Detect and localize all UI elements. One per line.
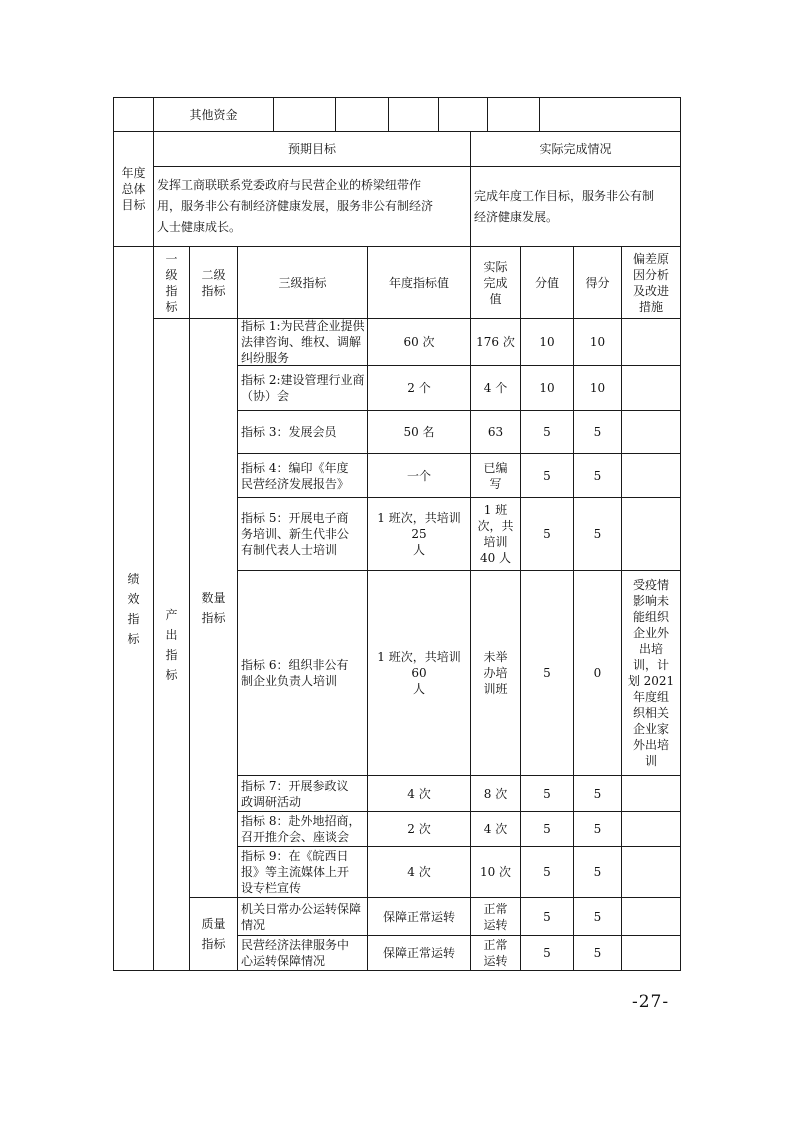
score-value-cell: 5 bbox=[543, 865, 551, 879]
score-cell: 0 bbox=[593, 666, 602, 680]
annual-target-cell: 1 班次，共培训 25 人 bbox=[377, 511, 461, 557]
score-cell: 5 bbox=[593, 909, 602, 924]
deviation-analysis-cell bbox=[622, 411, 680, 453]
deviation-analysis-cell bbox=[622, 776, 680, 811]
table-border bbox=[438, 97, 439, 132]
score-value-cell: 5 bbox=[543, 666, 551, 680]
actual-value-cell: 正常 运转 bbox=[483, 901, 508, 932]
level3-indicator-cell: 指标 7：开展参政议 政调研活动 bbox=[241, 778, 349, 809]
annual-target-cell: 2 次 bbox=[407, 822, 431, 836]
score-cell: 5 bbox=[593, 425, 602, 439]
page-number: -27- bbox=[632, 992, 670, 1012]
table-border bbox=[113, 970, 681, 971]
deviation-analysis-cell bbox=[622, 847, 680, 897]
annual-target-cell: 保障正常运转 bbox=[382, 909, 455, 924]
annual-target-cell: 2 个 bbox=[407, 381, 431, 395]
actual-completion-header: 实际完成情况 bbox=[539, 142, 612, 156]
expected-goal-header: 预期目标 bbox=[287, 142, 336, 156]
level3-indicator-cell: 民营经济法律服务中 心运转保障情况 bbox=[241, 938, 350, 968]
deviation-analysis-cell bbox=[622, 366, 680, 410]
annual-target-cell: 一个 bbox=[406, 468, 431, 483]
table-border bbox=[273, 97, 274, 132]
actual-value-cell: 正常 运转 bbox=[483, 938, 508, 968]
actual-value-cell: 63 bbox=[487, 425, 504, 439]
score-cell: 5 bbox=[593, 468, 602, 483]
table-border bbox=[680, 97, 681, 971]
table-border bbox=[539, 97, 540, 132]
annual-target-cell: 4 次 bbox=[407, 865, 431, 879]
deviation-analysis-cell bbox=[622, 319, 680, 365]
score-cell: 5 bbox=[593, 786, 602, 801]
score-value-cell: 5 bbox=[543, 786, 551, 801]
score-value-header: 分值 bbox=[534, 275, 559, 290]
annual-target-cell: 4 次 bbox=[407, 786, 431, 801]
score-value-cell: 10 bbox=[539, 335, 555, 349]
score-cell: 5 bbox=[593, 946, 602, 960]
annual-target-cell: 保障正常运转 bbox=[382, 946, 455, 960]
performance-indicators-label: 绩 效 指 标 bbox=[127, 571, 140, 646]
score-value-cell: 5 bbox=[543, 909, 551, 924]
level3-indicator-cell: 指标 2:建设管理行业商 （协）会 bbox=[241, 373, 365, 403]
score-value-cell: 5 bbox=[543, 822, 551, 836]
expected-goal-text: 发挥工商联联系党委政府与民营企业的桥梁纽带作 用，服务非公有制经济健康发展，服务非公有制经济 人士健康成长。 bbox=[157, 178, 434, 234]
table-border bbox=[388, 97, 389, 132]
actual-completion-text: 完成年度工作目标，服务非公有制 经济健康发展。 bbox=[474, 188, 655, 224]
actual-value-cell: 176 次 bbox=[476, 335, 515, 349]
score-cell: 5 bbox=[593, 527, 602, 541]
quality-indicator-label: 质量 指标 bbox=[201, 917, 226, 951]
annual-target-cell: 50 名 bbox=[403, 425, 435, 439]
deviation-analysis-cell bbox=[622, 936, 680, 970]
level3-indicator-cell: 指标 9：在《皖西日 报》等主流媒体上开 设专栏宣传 bbox=[241, 849, 350, 895]
score-cell: 5 bbox=[593, 865, 602, 879]
score-value-cell: 10 bbox=[539, 381, 555, 395]
annual-target-cell: 60 次 bbox=[403, 335, 435, 349]
other-funds-label: 其他资金 bbox=[189, 107, 238, 122]
score-cell: 10 bbox=[589, 381, 606, 395]
score-cell: 10 bbox=[589, 335, 606, 349]
actual-value-cell: 10 次 bbox=[479, 865, 512, 879]
score-value-cell: 5 bbox=[543, 468, 551, 483]
actual-value-cell: 已编 写 bbox=[483, 460, 508, 491]
actual-value-header: 实际 完成 值 bbox=[483, 259, 508, 306]
actual-value-cell: 8 次 bbox=[483, 786, 508, 801]
deviation-analysis-cell bbox=[622, 498, 680, 570]
output-indicator-label: 产 出 指 标 bbox=[165, 607, 178, 682]
level3-indicator-cell: 指标 4：编印《年度 民营经济发展报告》 bbox=[241, 460, 350, 491]
level3-indicator-header: 三级指标 bbox=[278, 275, 327, 290]
quantity-indicator-label: 数量 指标 bbox=[201, 591, 226, 625]
level3-indicator-cell: 指标 5：开展电子商 务培训、新生代非公 有制代表人士培训 bbox=[241, 511, 350, 557]
deviation-analysis-cell bbox=[622, 898, 680, 935]
annual-target-header: 年度指标值 bbox=[388, 275, 449, 290]
score-value-cell: 5 bbox=[543, 527, 551, 541]
score-value-cell: 5 bbox=[543, 946, 551, 960]
table-border bbox=[335, 97, 336, 132]
level1-indicator-header: 一 级 指 标 bbox=[165, 251, 178, 314]
annual-target-cell: 1 班次，共培训 60 人 bbox=[377, 650, 461, 696]
actual-value-cell: 4 个 bbox=[483, 381, 508, 395]
actual-value-cell: 未举 办培 训班 bbox=[483, 650, 508, 696]
level3-indicator-cell: 指标 1:为民营企业提供 法律咨询、维权、调解 纠纷服务 bbox=[241, 319, 365, 365]
level3-indicator-cell: 指标 6：组织非公有 制企业负责人培训 bbox=[241, 658, 349, 688]
deviation-analysis-cell bbox=[622, 812, 680, 846]
deviation-analysis-cell: 受疫情 影响未 能组织 企业外 出培 训，计 划 2021 年度组 织相关 企业家 外出培 训 bbox=[627, 578, 675, 768]
level3-indicator-cell: 指标 8：赴外地招商， 召开推介会、座谈会 bbox=[241, 814, 361, 844]
level3-indicator-cell: 机关日常办公运转保障 情况 bbox=[241, 901, 362, 932]
score-header: 得分 bbox=[585, 275, 610, 290]
deviation-analysis-cell bbox=[622, 454, 680, 497]
actual-value-cell: 4 次 bbox=[483, 822, 508, 836]
level3-indicator-cell: 指标 3：发展会员 bbox=[241, 425, 337, 439]
annual-goal-label: 年度 总体 目标 bbox=[121, 166, 146, 212]
deviation-analysis-header: 偏差原 因分析 及改进 措施 bbox=[632, 251, 669, 314]
table-border bbox=[487, 97, 488, 132]
actual-value-cell: 1 班 次，共 培训 40 人 bbox=[477, 503, 514, 565]
level2-indicator-header: 二级 指标 bbox=[201, 267, 226, 298]
score-cell: 5 bbox=[593, 822, 602, 836]
score-value-cell: 5 bbox=[543, 425, 551, 439]
